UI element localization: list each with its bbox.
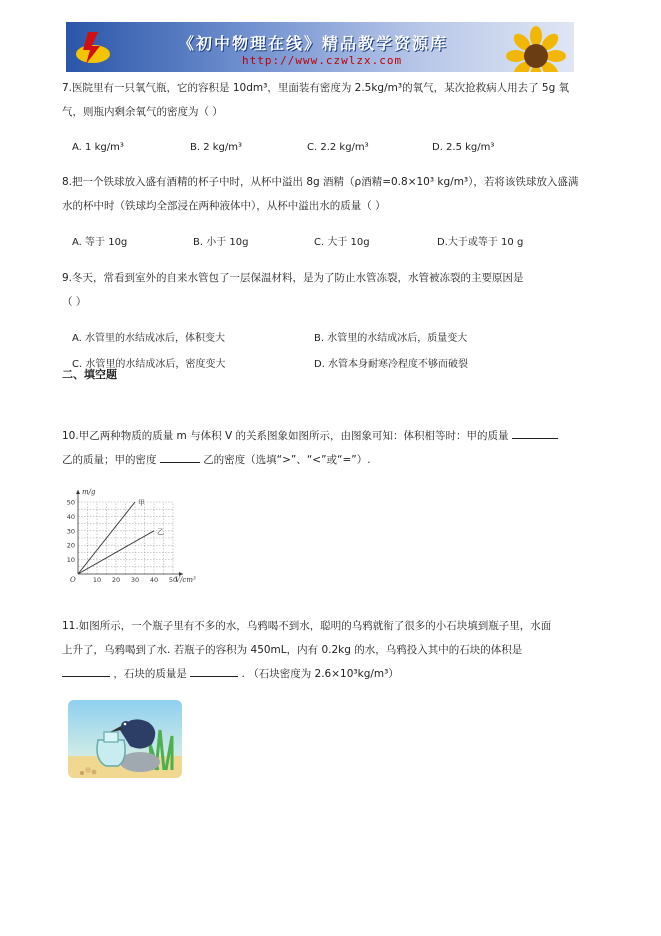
q11-blank-2[interactable]	[190, 664, 238, 677]
question-9-line-2: （ ）	[62, 296, 87, 308]
x-tick-label: 40	[149, 576, 159, 584]
q10-blank-2[interactable]	[160, 450, 200, 463]
q7-option-d: D. 2.5 kg/m³	[432, 142, 495, 153]
question-8-line-2: 水的杯中时（铁球均全部浸在两种液体中），从杯中溢出水的质量（ ）	[62, 200, 386, 212]
sunflower-icon	[506, 26, 566, 72]
crow-picture	[68, 700, 182, 778]
x-tick-label: 50	[168, 576, 178, 584]
question-7	[62, 76, 602, 124]
question-11-line-2: 上升了，乌鸦喝到了水. 若瓶子的容积为 450mL，内有 0.2kg 的水，乌鸦投入其中的石块的体积是	[62, 644, 523, 656]
q10-blank-1[interactable]	[512, 426, 558, 439]
y-tick-label: 40	[66, 512, 75, 521]
q7-option-c: C. 2.2 kg/m³	[307, 142, 369, 153]
banner-url[interactable]: http://www.czwlzx.com	[242, 54, 403, 67]
question-9	[62, 266, 602, 314]
question-10-line-2b: 乙的密度（选填“>”、“<”或“=”）.	[203, 454, 371, 466]
y-tick-label: 50	[66, 498, 75, 507]
y-tick-label: 10	[66, 556, 75, 565]
banner-title: 《初中物理在线》精品教学资源库	[178, 34, 449, 53]
header-banner	[66, 22, 574, 72]
question-8	[62, 170, 602, 218]
y-tick-label: 30	[66, 527, 75, 536]
question-10	[62, 424, 602, 472]
x-tick-label: 20	[111, 576, 121, 584]
q8-option-a: A. 等于 10g	[72, 237, 128, 248]
section-heading-fill-blank: 二、填空题	[62, 368, 117, 381]
q9-option-b: B. 水管里的水结成冰后，质量变大	[314, 333, 468, 344]
y-tick-label: 20	[66, 541, 75, 550]
question-11-line-1: 11.如图所示，一个瓶子里有不多的水，乌鸦喝不到水，聪明的乌鸦就衔了很多的小石块填到瓶子里，水面	[62, 620, 552, 632]
question-11	[62, 614, 602, 686]
series-label-2: 乙	[157, 527, 164, 536]
q9-option-d: D. 水管本身耐寒冷程度不够而破裂	[314, 359, 469, 370]
x-axis-label: V/cm³	[175, 576, 196, 584]
question-11-line-3b: . （石块密度为 2.6×10³kg/m³）	[241, 668, 399, 680]
q9-option-c: C. 水管里的水结成冰后，密度变大	[72, 359, 226, 370]
y-axis-arrow-icon	[76, 490, 80, 494]
y-axis-label: m/g	[82, 488, 96, 496]
q8-option-d: D.大于或等于 10 g	[437, 237, 524, 248]
question-10-line-1: 10.甲乙两种物质的质量 m 与体积 V 的关系图象如图所示，由图象可知：体积相等时：甲的质量	[62, 430, 509, 442]
series-label-1: 甲	[138, 499, 145, 507]
mass-volume-chart	[62, 488, 202, 588]
question-11-line-3a: ，石块的质量是	[113, 668, 187, 680]
question-10-line-2a: 乙的质量；甲的密度	[62, 454, 157, 466]
crow-bottle-illustration	[68, 700, 182, 778]
origin-label: O	[70, 576, 76, 584]
q11-blank-1[interactable]	[62, 664, 110, 677]
x-tick-label: 30	[130, 576, 140, 584]
q8-option-b: B. 小于 10g	[193, 237, 249, 248]
question-9-line-1: 9.冬天，常看到室外的自来水管包了一层保温材料，是为了防止水管冻裂，水管被冻裂的主要原因是	[62, 272, 524, 284]
q7-option-a: A. 1 kg/m³	[72, 142, 124, 153]
question-7-line-1: 7.医院里有一只氧气瓶，它的容积是 10dm³，里面装有密度为 2.5kg/m³的氧气，某次抢救病人用去了 5g 氧	[62, 82, 570, 94]
question-8-line-1: 8.把一个铁球放入盛有酒精的杯子中时，从杯中溢出 8g 酒精（ρ酒精=0.8×10³ kg/m³），若将该铁球放入盛满	[62, 176, 579, 188]
q9-option-a: A. 水管里的水结成冰后，体积变大	[72, 333, 226, 344]
x-tick-label: 10	[92, 576, 102, 584]
q7-option-b: B. 2 kg/m³	[190, 142, 243, 153]
q8-option-c: C. 大于 10g	[314, 237, 370, 248]
question-7-line-2: 气，则瓶内剩余氧气的密度为（ ）	[62, 106, 223, 118]
site-logo-icon	[74, 28, 112, 66]
